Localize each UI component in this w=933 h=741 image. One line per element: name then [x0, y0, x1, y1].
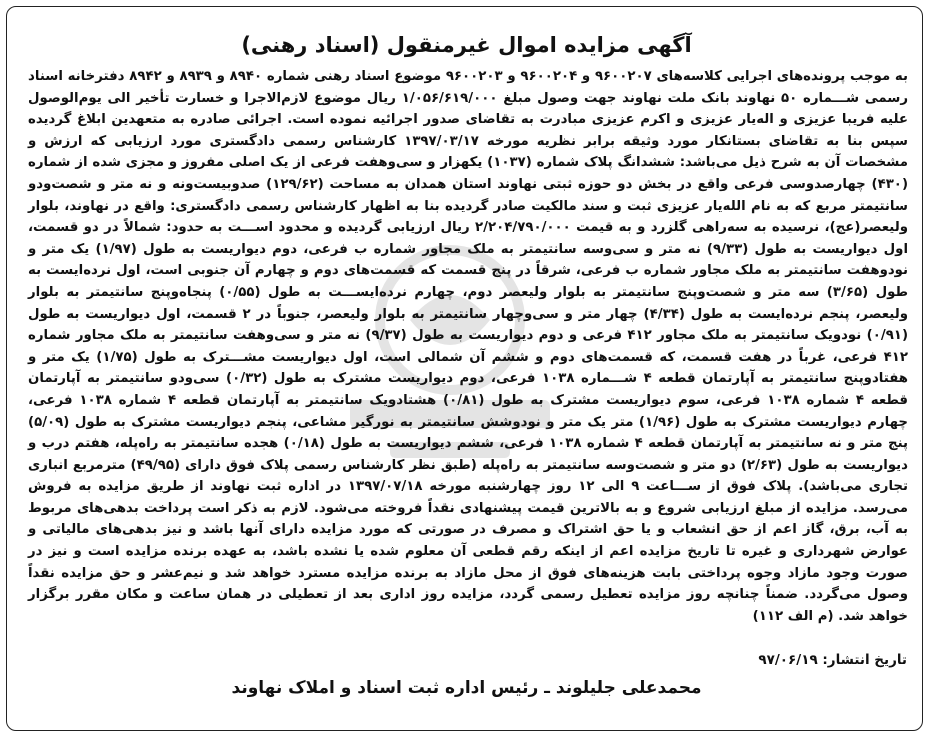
- publication-date: تاریخ انتشار: ۹۷/۰۶/۱۹: [758, 652, 907, 668]
- notice-title: آگهی مزایده اموال غیرمنقول (اسناد رهنی): [241, 33, 692, 57]
- notice-paragraph: به موجب پرونده‌های اجرایی کلاسه‌های ۹۶۰۰۲۰۷ و ۹۶۰۰۲۰۴ و ۹۶۰۰۲۰۳ موضوع اسناد رهنی شماره ۸۹۴۰ و ۸۹۳۹ و ۸۹۴۲ دفترخانه اسناد رسمی شـــماره ۵۰ نهاوند بانک ملت نهاوند جهت وصول مبلغ ۱/۰۵۶/۶۱۹/۰۰۰ ریال موضوع لازم‌الاجرا و خسارت تأخیر الی یوم‌الوصول علیه فریبا عزیزی و اله‌یار عزیزی و اکرم عزیزی مبادرت به تقاضای صدور اجرائیه نموده است. اجرائی صادره به متعهدین ابلاغ گردیده سپس بنا به تقاضای بستانکار مورد وثیقه برابر نظریه مورخه ۱۳۹۷/۰۳/۱۷ کارشناس رسمی دادگستری مورد ارزیابی که ارزش و مشخصات آن به شرح ذیل می‌باشد: ششدانگ پلاک شماره (۱۰۳۷) یکهزار و سی‌وهفت فرعی از یک اصلی مفروز و مجزی شده از شماره (۴۳۰) چهارصدوسی فرعی واقع در بخش دو حوزه ثبتی نهاوند استان همدان به مساحت (۱۲۹/۶۲) صدوبیست‌ونه و نه متر و شصت‌ودو سانتیمتر مربع که به نام الله‌یار عزیزی ثبت و سند مالکیت صادر گردیده بنا به اظهار کارشناس رسمی دادگستری: واقع در نهاوند، بلوار ولیعصر(عج)، نرسیده به سه‌راهی گلزرد و به قیمت ۲/۲۰۴/۷۹۰/۰۰۰ ریال ارزیابی گردیده و محدود اســـت به حدود: شمالاً در دو قسمت، اول دیواریست به طول (۹/۳۳) نه متر و سی‌وسه سانتیمتر به ملک مجاور شماره ب فرعی، دوم دیواریست به طول (۱/۹۷) یک متر و نودوهفت سانتیمتر به ملک مجاور شماره ب فرعی، شرقاً در پنج قسمت که قسمت‌های دوم و چهارم آن جنوبی است، اول نرده‌ایست به طول (۳/۶۵) سه متر و شصت‌وپنج سانتیمتر به بلوار ولیعصر دوم، چهارم نرده‌ایســـت به طول (۰/۵۵) پنجاه‌وپنج سانتیمتر به بلوار ولیعصر، پنجم نرده‌ایست به طول (۴/۳۴) چهار متر و سی‌وچهار سانتیمتر به بلوار ولیعصر، جنوباً در ۲ قسمت، اول دیواریست به طول (۰/۹۱) نودویک سانتیمتر به ملک مجاور ۴۱۲ فرعی و دوم دیواریست به طول (۹/۳۷) نه متر و سی‌وهفت سانتیمتر به ملک مجاور شماره ۴۱۲ فرعی، غرباً در هفت قسمت، که قسمت‌های دوم و ششم آن شمالی است، اول دیواریست مشـــترک به طول (۱/۷۵) یک متر و هفتادوپنج سانتیمتر به آپارتمان قطعه ۴ شـــماره ۱۰۳۸ فرعی، دوم دیواریست مشترک به طول (۰/۳۲) سی‌ودو سانتیمتر به آپارتمان قطعه ۴ شماره ۱۰۳۸ فرعی، سوم دیواریست مشترک به طول (۰/۸۱) هشتادویک سانتیمتر به آپارتمان قطعه ۴ شماره ۱۰۳۸ فرعی، چهارم دیواریست مشترک به طول (۱/۹۶) متر یک متر و نودوشش سانتیمتر به نورگیر مشاعی، پنجم دیواریست مشترک به طول (۵/۰۹) پنج متر و نه سانتیمتر به آپارتمان قطعه ۴ شماره ۱۰۳۸ فرعی، ششم دیواریست به طول (۰/۱۸) هجده سانتیمتر به راه‌پله، هفتم درب و دیواریست به طول (۲/۶۳) دو متر و شصت‌وسه سانتیمتر به راه‌پله (طبق نظر کارشناس رسمی پلاک فوق دارای (۴۹/۹۵) مترمربع انباری تجاری می‌باشد). پلاک فوق از ســـاعت ۹ الی ۱۲ روز چهارشنبه مورخه ۱۳۹۷/۰۷/۱۸ در اداره ثبت نهاوند از طریق مزایده به فروش می‌رسد. مزایده از مبلغ ارزیابی شروع و به بالاترین قیمت پیشنهادی نقداً فروخته می‌شود. لازم به ذکر است پرداخت بدهی‌های مربوط به آب، برق، گاز اعم از حق انشعاب و یا حق اشتراک و مصرف در صورتی که مورد مزایده دارای آنها باشد و نیز بدهی‌های مالیاتی و عوارض شهرداری و غیره تا تاریخ مزایده اعم از اینکه رقم قطعی آن معلوم شده یا نشده باشد، به عهده برنده مزایده است و نیز در صورت وجود مازاد وجوه پرداختی بابت هزینه‌های فوق از محل مازاد به برنده مزایده مسترد خواهد شد و نیم‌عشر و حق مزایده نقداً وصول می‌گردد. ضمناً چنانچه روز مزایده تعطیل رسمی گردد، مزایده روز اداری بعد از تعطیلی در همان ساعت و مکان مقرر برگزار خواهد شد. (م الف ۱۱۲): [28, 69, 909, 624]
- signature-line: محمدعلی جلیلوند ـ رئیس اداره ثبت اسناد و املاک نهاوند: [231, 678, 702, 698]
- notice-body: [28, 66, 908, 627]
